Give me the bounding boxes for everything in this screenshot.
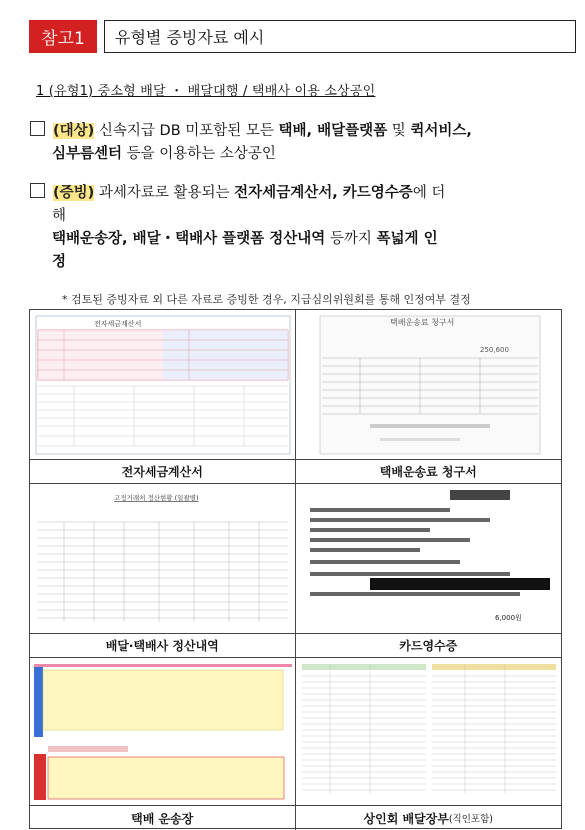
settlement-image [30, 484, 296, 634]
bullet-bold-text: 택배운송장, 배달・택배사 플랫폼 정산내역 [52, 231, 326, 247]
target-bullet [30, 120, 570, 166]
page-title: 유형별 증빙자료 예시 [104, 20, 576, 53]
bullet-text: 등을 이용하는 소상공인 [122, 146, 276, 162]
footnote: * 검토된 증빙자료 외 다른 자료로 증빙한 경우, 지급심의위원회를 통해 인정여부 결정 [62, 293, 471, 306]
evidence-grid [29, 309, 562, 829]
caption-ledger-small: (직인포함) [448, 814, 493, 825]
merchant-ledger-image [296, 658, 562, 806]
bullet-text: 해 [52, 208, 67, 224]
bullet-bold-text: 퀵서비스, [410, 123, 472, 139]
square-bullet-icon [30, 183, 45, 198]
reference-tag: 참고1 [29, 20, 97, 53]
caption-merchant-ledger [296, 806, 562, 830]
bill-thumb-title: 택배운송료 청구서 [389, 318, 454, 327]
bullet-bold-text: 전자세금계산서, 카드영수증 [234, 185, 413, 201]
bullet-bold-text: 정 [52, 254, 67, 270]
caption-waybill: 택배 운송장 [30, 806, 296, 830]
header [29, 20, 576, 53]
bullet-bold-text: 심부름센터 [52, 146, 123, 162]
tax-invoice-thumbnail [34, 314, 292, 456]
bullet-bold-text: 택배, 배달플랫폼 [278, 123, 388, 139]
section-subheading: 1 (유형1) 중소형 배달 ・ 배달대행 / 택배사 이용 소상공인 [36, 84, 376, 99]
square-bullet-icon [30, 121, 45, 136]
bullet-bold-text: 폭넓게 인 [376, 231, 438, 247]
caption-settlement: 배달·택배사 정산내역 [30, 634, 296, 658]
bullet-text: 에 더 [412, 185, 446, 201]
caption-tax-invoice: 전자세금계산서 [30, 460, 296, 484]
card-receipt-image [296, 484, 562, 634]
delivery-bill-thumbnail [300, 314, 558, 456]
card-receipt-thumbnail [300, 488, 558, 630]
target-tag: (대상) [53, 123, 95, 139]
settlement-thumbnail [34, 488, 292, 630]
evidence-bullet [30, 182, 570, 274]
tax-invoice-image [30, 310, 296, 460]
invoice-thumb-title: 전자세금계산서 [94, 320, 142, 328]
merchant-ledger-thumbnail [300, 662, 558, 802]
evidence-tag: (증빙) [53, 185, 95, 201]
receipt-thumb-total: 6,000원 [494, 614, 522, 622]
waybill-thumbnail [34, 662, 292, 802]
delivery-bill-image [296, 310, 562, 460]
bullet-text: 등까지 [325, 231, 377, 247]
bullet-text: 신속지급 DB 미포함된 모든 [94, 123, 279, 139]
bullet-text: 및 [387, 123, 411, 139]
settlement-thumb-title: 고정거래처 정산현황 (일괄별) [114, 494, 199, 502]
caption-card-receipt: 카드영수증 [296, 634, 562, 658]
bullet-text: 과세자료로 활용되는 [94, 185, 235, 201]
caption-delivery-bill: 택배운송료 청구서 [296, 460, 562, 484]
bill-thumb-amount: 250,600 [479, 346, 509, 354]
caption-ledger-main: 상인회 배달장부 [363, 811, 449, 826]
waybill-image [30, 658, 296, 806]
